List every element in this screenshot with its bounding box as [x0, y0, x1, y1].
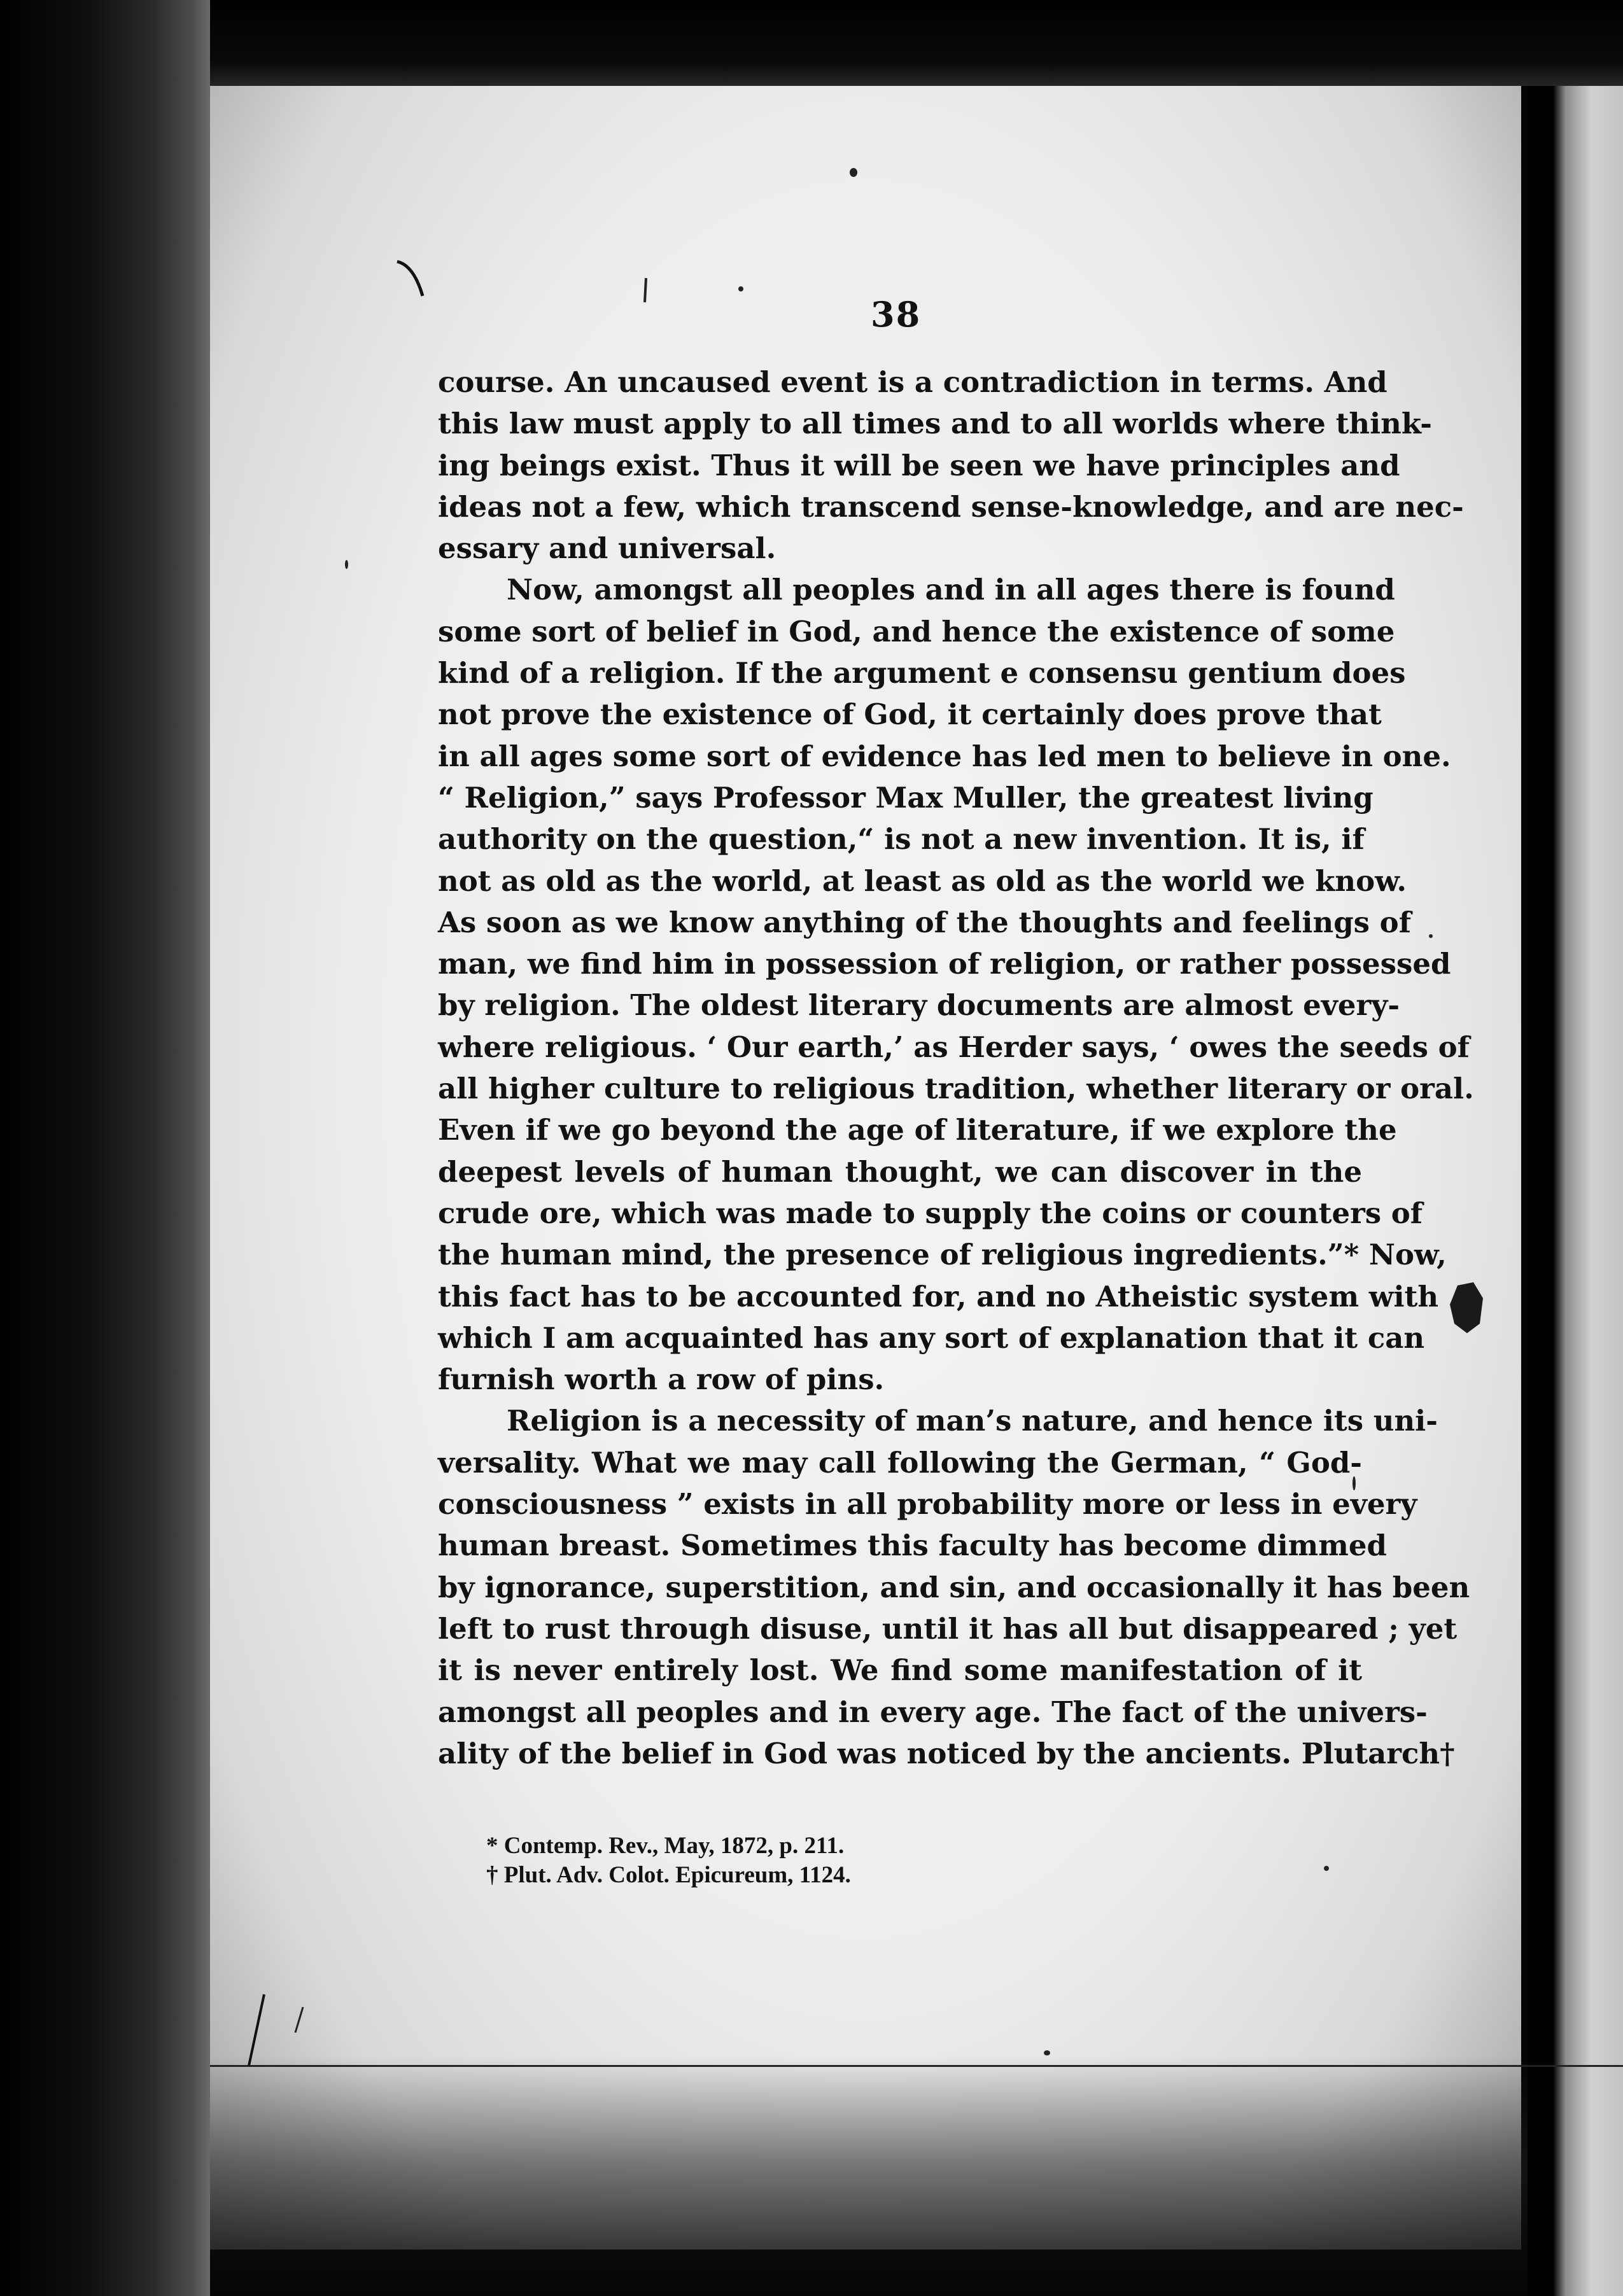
- text-line: left to rust through disuse, until it has all but disappeared ; yet: [438, 1611, 1458, 1646]
- text-line: ing beings exist. Thus it will be seen we have principles and: [438, 448, 1400, 482]
- text-line: authority on the question,“ is not a new invention. It is, if: [438, 822, 1365, 857]
- text-line: man, we find him in possession of religion, or rather possessed: [438, 947, 1451, 981]
- text-line: not prove the existence of God, it certainly does prove that: [438, 697, 1382, 732]
- text-line: “ Religion,” says Professor Max Muller, the greatest living: [438, 780, 1374, 815]
- text-line: human breast. Sometimes this faculty has become dimmed: [438, 1529, 1387, 1563]
- text-line: essary and universal.: [438, 531, 776, 566]
- text-line: it is never entirely lost. We find some manifestation of it: [438, 1653, 1362, 1688]
- margin-stroke-mark: [245, 1992, 270, 2068]
- text-line: ideas not a few, which transcend sense-knowledge, and are nec-: [438, 489, 1464, 524]
- text-line: amongst all peoples and in every age. The fact of the univers-: [438, 1695, 1428, 1729]
- page-bottom-shadow: [210, 2055, 1528, 2296]
- paragraph-first-line: Religion is a necessity of man’s nature, and hence its uni-: [507, 1404, 1438, 1438]
- dust-speck: [345, 560, 348, 569]
- film-left-border: [0, 0, 210, 2296]
- text-line: in all ages some sort of evidence has led men to believe in one.: [438, 739, 1451, 773]
- film-top-border: [0, 0, 1623, 86]
- footnotes: [486, 1831, 851, 1890]
- dust-speck: [850, 168, 857, 177]
- text-line: Even if we go beyond the age of literature, if we explore the: [438, 1113, 1397, 1147]
- body-text: [438, 361, 1474, 1774]
- text-line: this fact has to be accounted for, and no Atheistic system with: [438, 1279, 1439, 1313]
- paragraph-first-line: Now, amongst all peoples and in all ages there is found: [507, 573, 1395, 607]
- adjacent-page-edge: [1528, 86, 1623, 2296]
- text-line: As soon as we know anything of the thoughts and feelings of: [438, 905, 1412, 939]
- text-line: some sort of belief in God, and hence the existence of some: [438, 614, 1395, 648]
- footnote: * Contemp. Rev., May, 1872, p. 211.: [486, 1833, 845, 1859]
- text-line: all higher culture to religious tradition, whether literary or oral.: [438, 1072, 1474, 1106]
- dust-speck: [1044, 2050, 1050, 2055]
- dust-speck: [1324, 1866, 1329, 1871]
- text-line: not as old as the world, at least as old as the world we know.: [438, 864, 1407, 898]
- margin-stroke-mark: [395, 258, 433, 302]
- text-line: kind of a religion. If the argument e consensu gentium does: [438, 656, 1406, 690]
- margin-stroke-mark: [293, 2005, 306, 2036]
- text-line: course. An uncaused event is a contradiction in terms. And: [438, 365, 1388, 399]
- text-line: furnish worth a row of pins.: [438, 1362, 885, 1397]
- text-line: consciousness ” exists in all probability more or less in every: [438, 1487, 1417, 1522]
- dust-speck: [1429, 934, 1433, 938]
- page-number: 38: [871, 294, 922, 335]
- text-line: versality. What we may call following the German, “ God-: [438, 1445, 1362, 1480]
- text-line: the human mind, the presence of religious ingredients.”* Now,: [438, 1238, 1447, 1272]
- dust-speck: [738, 286, 743, 291]
- text-line: by ignorance, superstition, and sin, and occasionally it has been: [438, 1570, 1470, 1604]
- ink-blot-mark: [1445, 1279, 1489, 1336]
- footnote: † Plut. Adv. Colot. Epicureum, 1124.: [486, 1862, 851, 1888]
- text-line: where religious. ‘ Our earth,’ as Herder says, ‘ owes the seeds of: [438, 1030, 1470, 1064]
- text-line: this law must apply to all times and to all worlds where think-: [438, 407, 1432, 441]
- text-line: ality of the belief in God was noticed by the ancients. Plutarch†: [438, 1736, 1455, 1770]
- text-line: which I am acquainted has any sort of explanation that it can: [438, 1320, 1425, 1355]
- margin-stroke-mark: [640, 277, 652, 309]
- text-line: crude ore, which was made to supply the coins or counters of: [438, 1196, 1423, 1230]
- text-line: by religion. The oldest literary documents are almost every-: [438, 988, 1400, 1023]
- text-line: deepest levels of human thought, we can discover in the: [438, 1154, 1362, 1189]
